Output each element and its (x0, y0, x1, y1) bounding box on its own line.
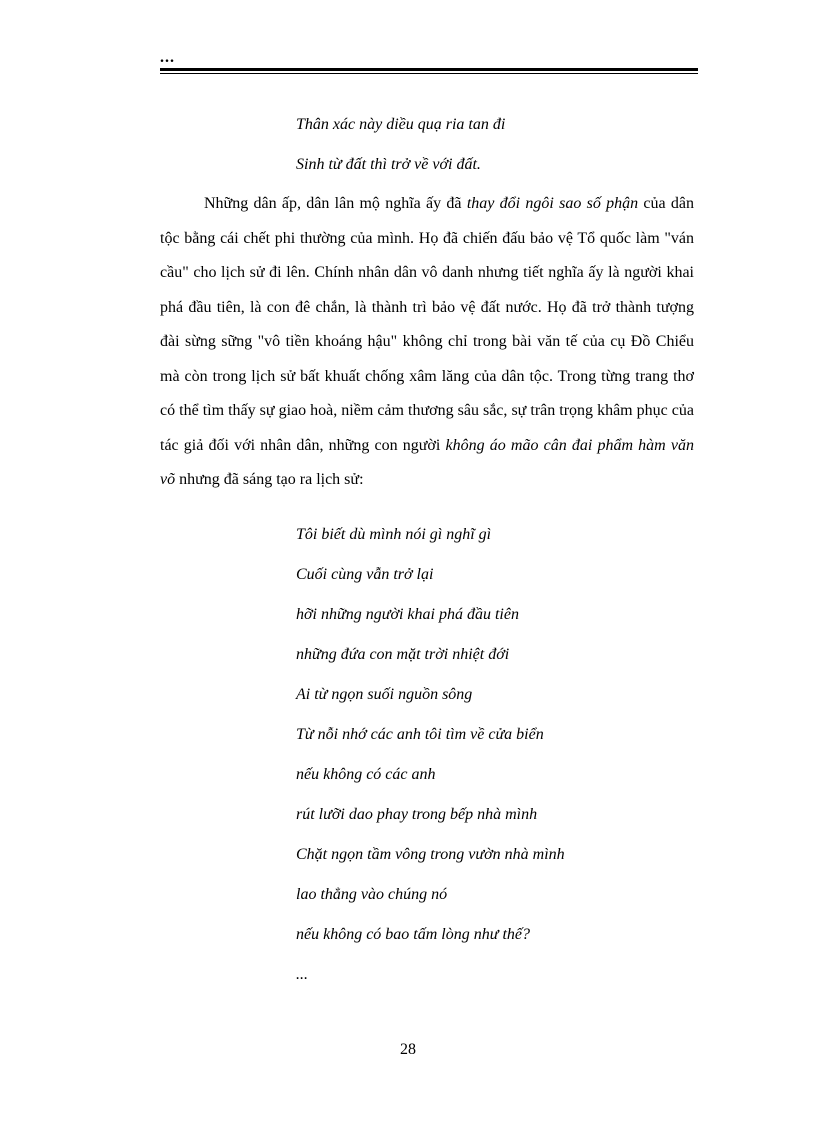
quoted-poem (296, 515, 565, 995)
poem-line: Từ nỗi nhớ các anh tôi tìm về cửa biển (296, 726, 544, 743)
poem-line: những đứa con mặt trời nhiệt đới (296, 646, 510, 663)
header-double-rule (160, 68, 698, 74)
verse-line: Thân xác này diều quạ ria tan đi (296, 116, 506, 133)
paragraph-text: Những dân ấp, dân lân mộ nghĩa ấy đã (204, 195, 467, 212)
poem-line: rút lưỡi dao phay trong bếp nhà mình (296, 806, 538, 823)
header-rule-thin (160, 73, 698, 74)
paragraph-emphasis: không áo mão cân đai phẩm hàm văn võ (160, 436, 694, 488)
poem-line: nếu không có các anh (296, 766, 436, 783)
poem-line: lao thẳng vào chúng nó (296, 886, 448, 903)
paragraph-emphasis: thay đổi ngôi sao số phận (466, 195, 639, 212)
poem-line: Tôi biết dù mình nói gì nghĩ gì (296, 526, 492, 543)
poem-line: hỡi những người khai phá đầu tiên (296, 606, 519, 623)
poem-line: Cuối cùng vẫn trở lại (296, 566, 434, 583)
paragraph-text: nhưng đã sáng tạo ra lịch sử: (175, 471, 364, 488)
page-number: 28 (400, 1041, 416, 1058)
header-rule-thick (160, 68, 698, 71)
paragraph-text: của dân tộc bằng cái chết phi thường của mình. Họ đã chiến đấu bảo vệ Tổ quốc làm "ván cầu" cho lịch sử đi lên. Chính nhân dân vô danh nhưng tiết nghĩa ấy là người khai phá đầu tiên, là con đê chắn, là thành trì bảo vệ đất nước. Họ đã trở thành tượng đài sừng sững "vô tiền khoáng hậu" không chỉ trong bài văn tế của cụ Đồ Chiểu mà còn trong lịch sử bất khuất chống xâm lăng của dân tộc. Trong từng trang thơ có thể tìm thấy sự giao hoà, niềm cảm thương sâu sắc, sự trân trọng khâm phục của tác giả đối với nhân dân, những con người (160, 195, 695, 454)
poem-line: nếu không có bao tấm lòng như thế? (296, 926, 531, 943)
opening-verse (296, 105, 505, 185)
poem-ellipsis: ... (296, 966, 308, 983)
poem-line: Chặt ngọn tầm vông trong vườn nhà mình (296, 846, 565, 863)
verse-line: Sinh từ đất thì trở về với đất. (296, 156, 481, 173)
header-ellipsis: ... (160, 49, 175, 66)
body-paragraph (160, 187, 694, 498)
poem-line: Ai từ ngọn suối nguồn sông (296, 686, 473, 703)
